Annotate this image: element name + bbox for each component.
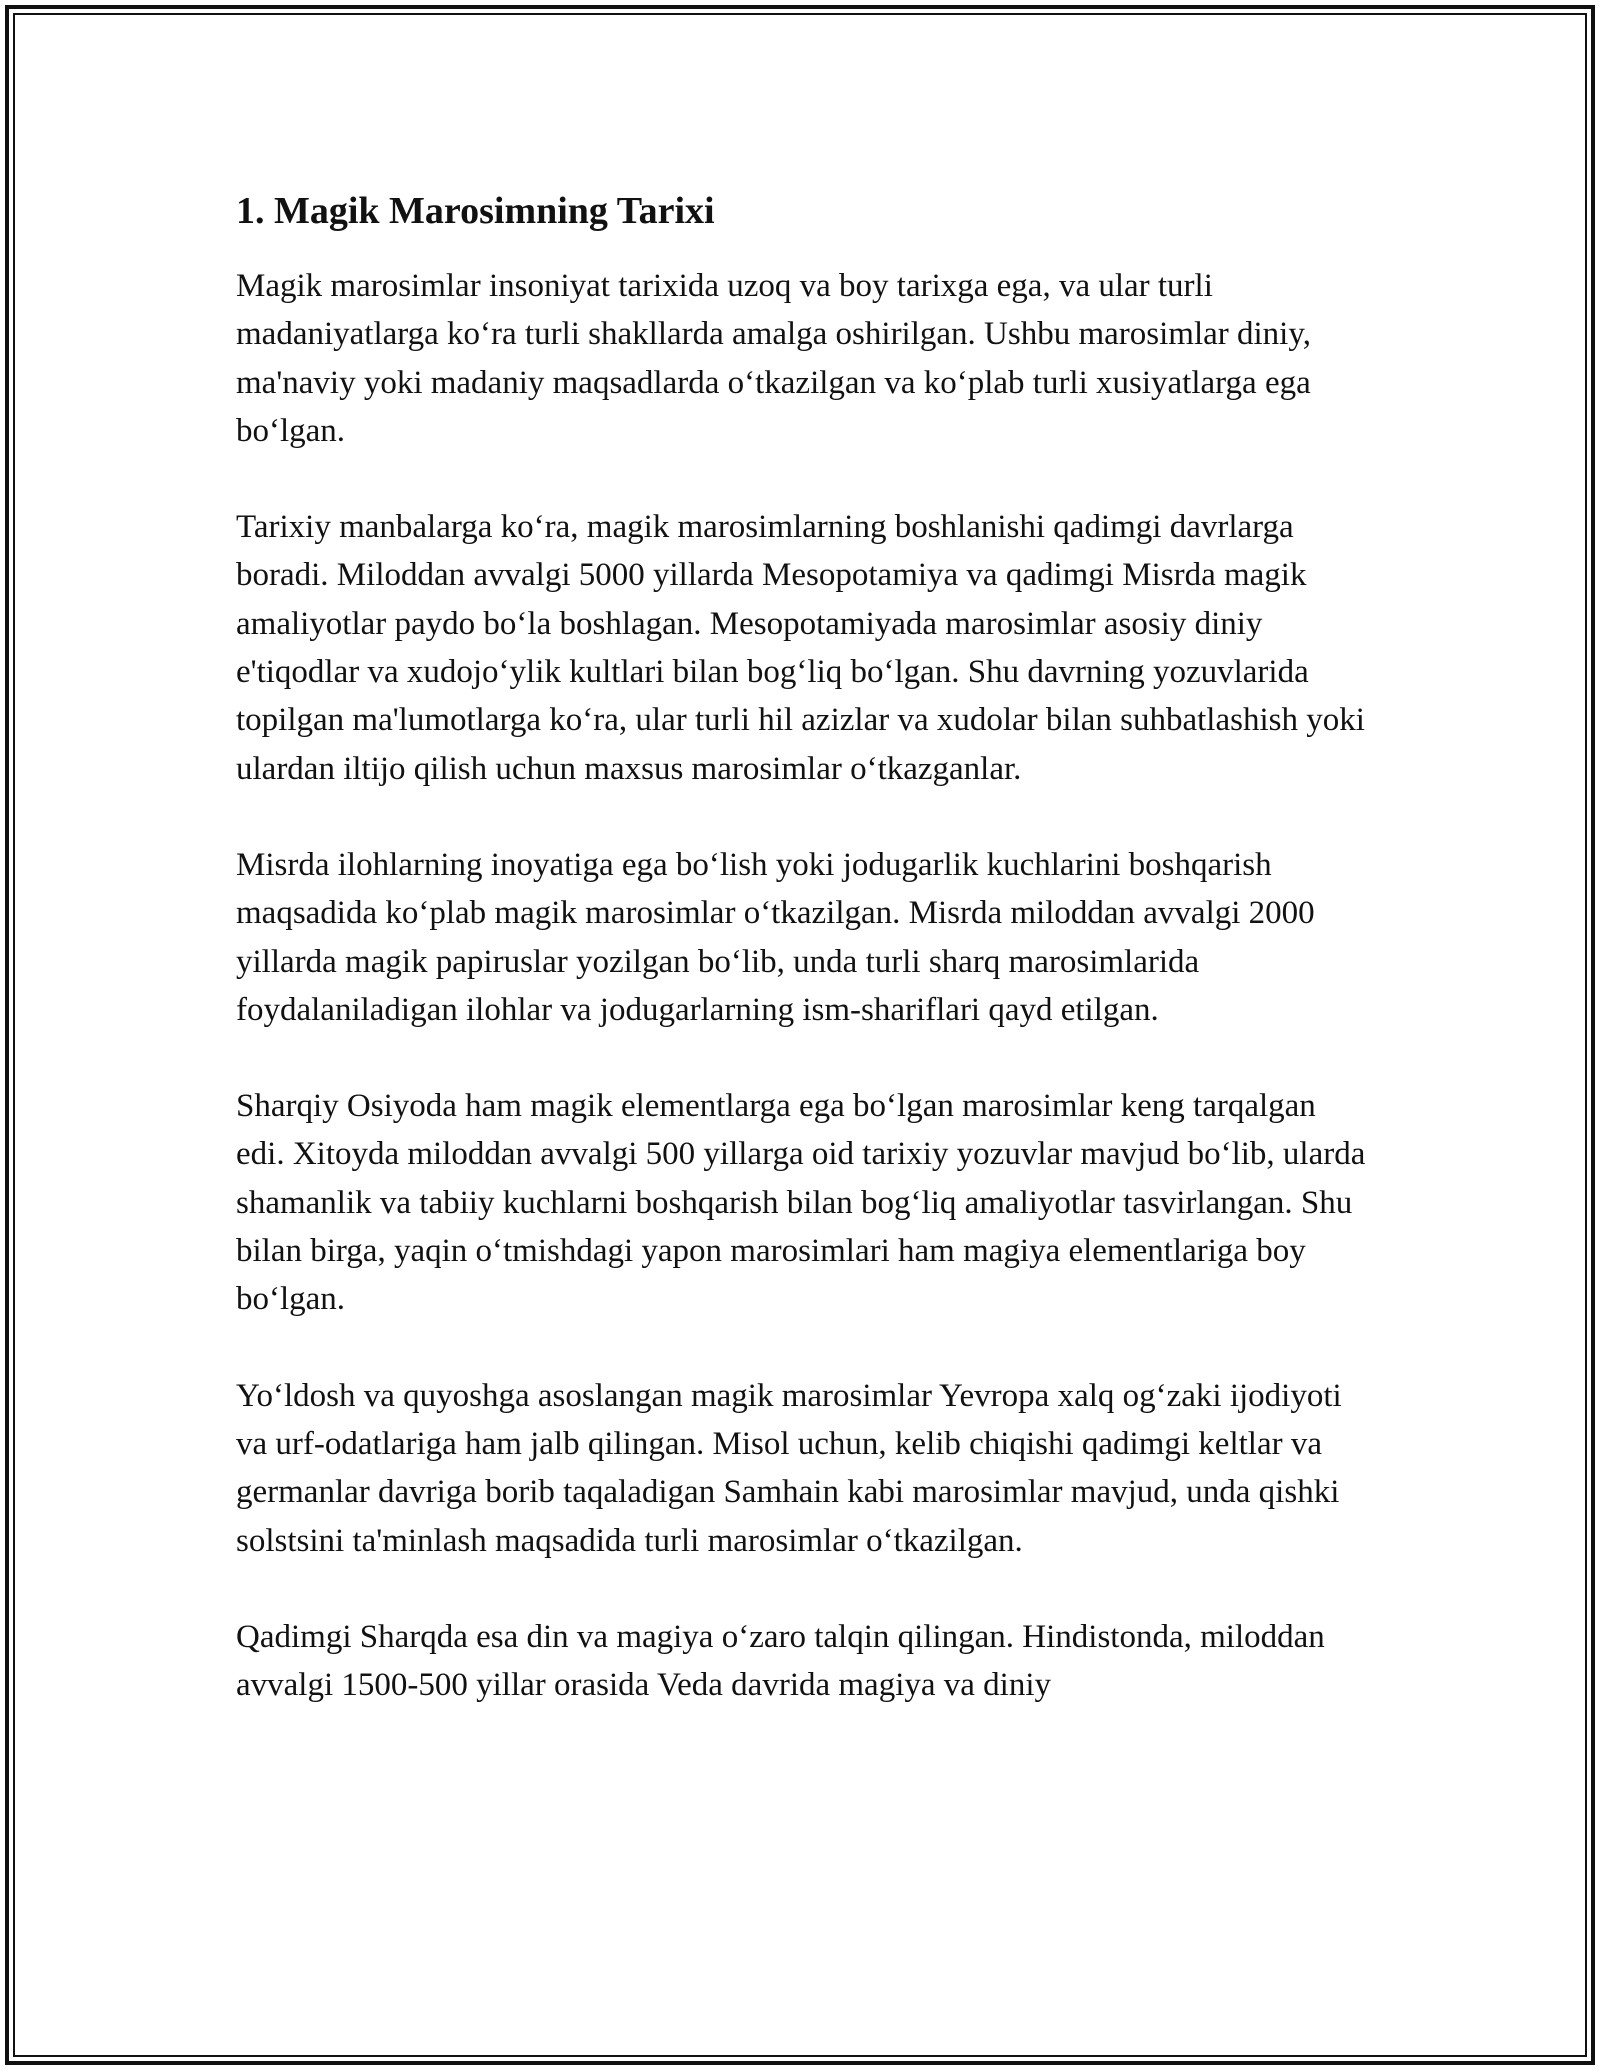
paragraph-6: Qadimgi Sharqda esa din va magiya oʻzaro talqin qilingan. Hindistonda, miloddan avvalgi 1500-500 yillar orasida Veda davrida magiya va diniy — [236, 1618, 1325, 1704]
paragraph-3: Misrda ilohlarning inoyatiga ega boʻlish yoki jodugarlik kuchlarini boshqarish maqsadida koʻplab magik marosimlar oʻtkazilgan. Misrda miloddan avvalgi 2000 yillarda magik papiruslar yozilgan boʻlib, unda turli sharq marosimlarida foydalaniladigan ilohlar va jodugarlarning ism-shariflari qayd etilgan. — [236, 846, 1315, 1028]
section-title: 1. Magik Marosimning Tarixi — [236, 190, 715, 232]
paragraph-2: Tarixiy manbalarga koʻra, magik marosimlarning boshlanishi qadimgi davrlarga boradi. Miloddan avvalgi 5000 yillarda Mesopotamiya va qadimgi Misrda magik amaliyotlar paydo boʻla boshlagan. Mesopotamiyada marosimlar asosiy diniy e'tiqodlar va xudojoʻylik kultlari bilan bogʻliq boʻlgan. Shu davrning yozuvlarida topilgan ma'lumotlarga koʻra, ular turli hil azizlar va xudolar bilan suhbatlashish yoki ulardan iltijo qilish uchun maxsus marosimlar oʻtkazganlar. — [236, 509, 1365, 787]
paragraph-5: Yoʻldosh va quyoshga asoslangan magik marosimlar Yevropa xalq ogʻzaki ijodiyoti va urf-odatlariga ham jalb qilingan. Misol uchun, kelib chiqishi qadimgi keltlar va germanlar davriga borib taqaladigan Samhain kabi marosimlar mavjud, unda qishki solstsini ta'minlash maqsadida turli marosimlar oʻtkazilgan. — [236, 1377, 1342, 1559]
document-body — [236, 186, 1366, 1757]
paragraph-1: Magik marosimlar insoniyat tarixida uzoq va boy tarixga ega, va ular turli madaniyatlarga koʻra turli shakllarda amalga oshirilgan. Ushbu marosimlar diniy, ma'naviy yoki madaniy maqsadlarda oʻtkazilgan va koʻplab turli xusiyatlarga ega boʻlgan. — [236, 268, 1311, 449]
paragraph-4: Sharqiy Osiyoda ham magik elementlarga ega boʻlgan marosimlar keng tarqalgan edi. Xitoyda miloddan avvalgi 500 yillarga oid tarixiy yozuvlar mavjud boʻlib, ularda shamanlik va tabiiy kuchlarni boshqarish bilan bogʻliq amaliyotlar tasvirlangan. Shu bilan birga, yaqin oʻtmishdagi yapon marosimlari ham magiya elementlariga boy boʻlgan. — [236, 1088, 1366, 1318]
